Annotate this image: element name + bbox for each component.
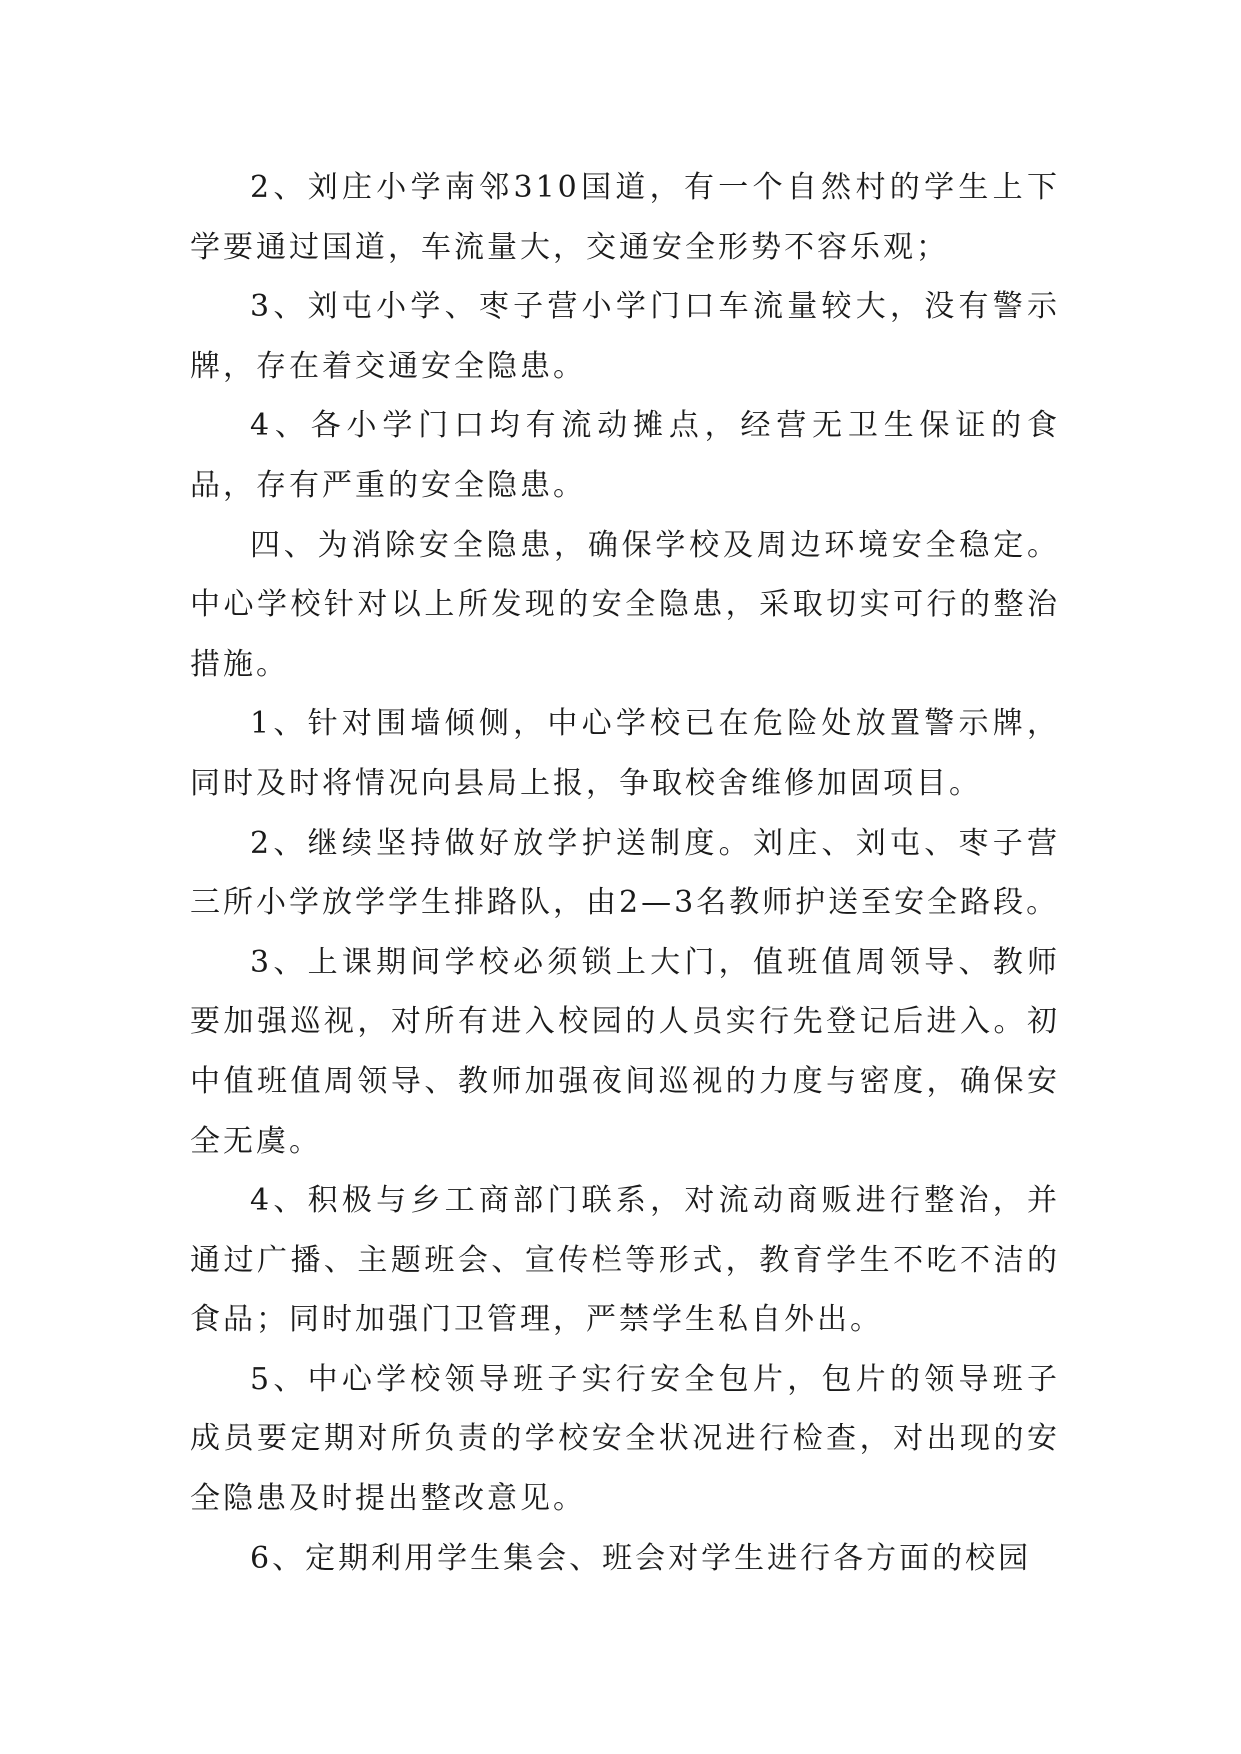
paragraph-measure-1-wall: 1、针对围墙倾侧，中心学校已在危险处放置警示牌，同时及时将情况向县局上报，争取校舍维修加固项目。 xyxy=(190,706,1060,801)
paragraph-measure-2-escort: 2、继续坚持做好放学护送制度。刘庄、刘屯、枣子营三所小学放学学生排路队，由2—3名教师护送至安全路段。 xyxy=(190,825,1060,921)
paragraph-measure-3-gate: 3、上课期间学校必须锁上大门，值班值周领导、教师要加强巡视，对所有进入校园的人员实行先登记后进入。初中值班值周领导、教师加强夜间巡视的力度与密度，确保安全无虞。 xyxy=(190,944,1060,1159)
paragraph-item-2-national-road: 2、刘庄小学南邻310国道，有一个自然村的学生上下学要通过国道，车流量大，交通安全形势不容乐观； xyxy=(190,170,1060,265)
paragraph-item-3-traffic: 3、刘屯小学、枣子营小学门口车流量较大，没有警示牌，存在着交通安全隐患。 xyxy=(190,289,1060,384)
paragraph-section-four-heading: 四、为消除安全隐患，确保学校及周边环境安全稳定。中心学校针对以上所发现的安全隐患，采取切实可行的整治措施。 xyxy=(190,527,1060,682)
paragraph-measure-5-leadership: 5、中心学校领导班子实行安全包片，包片的领导班子成员要定期对所负责的学校安全状况进行检查，对出现的安全隐患及时提出整改意见。 xyxy=(190,1361,1060,1517)
paragraph-item-4-food-stalls: 4、各小学门口均有流动摊点，经营无卫生保证的食品，存有严重的安全隐患。 xyxy=(190,408,1060,503)
paragraph-measure-6-assembly: 6、定期利用学生集会、班会对学生进行各方面的校园 xyxy=(250,1540,1032,1576)
paragraph-measure-4-vendors: 4、积极与乡工商部门联系，对流动商贩进行整治，并通过广播、主题班会、宣传栏等形式，教育学生不吃不洁的食品；同时加强门卫管理，严禁学生私自外出。 xyxy=(190,1183,1060,1338)
document-body xyxy=(190,158,1060,1588)
